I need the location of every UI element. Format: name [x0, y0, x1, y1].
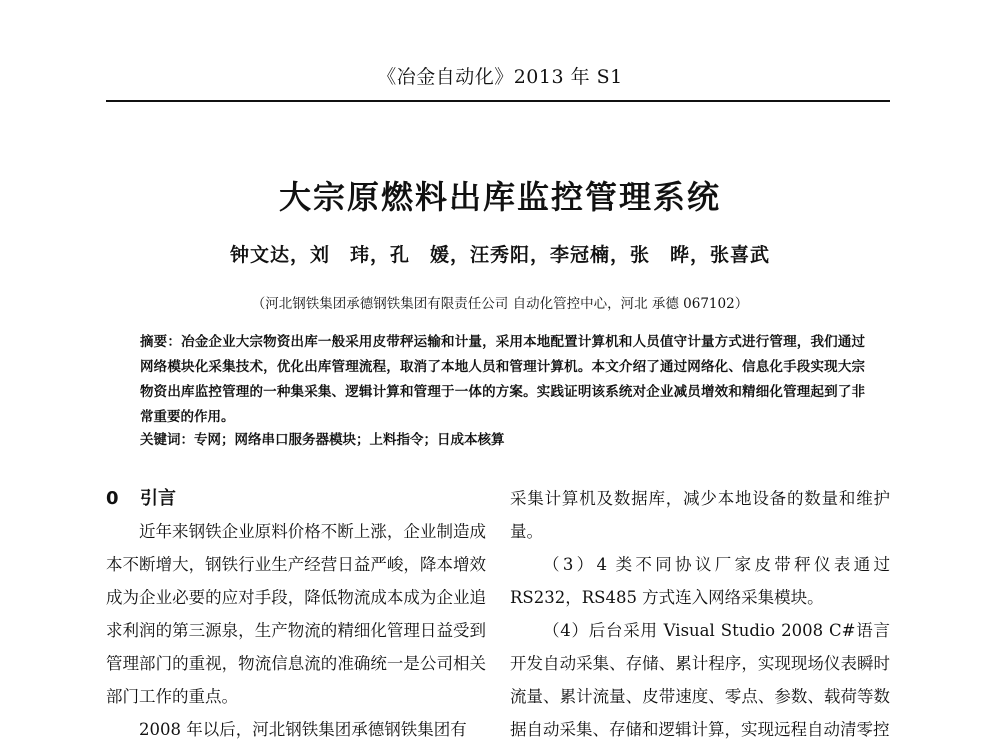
section-number: 0	[106, 488, 119, 509]
list-item-3: （3）4 类不同协议厂家皮带秤仪表通过 RS232，RS485 方式连入网络采集模块。	[510, 555, 890, 607]
paper-title: 大宗原燃料出库监控管理系统	[278, 178, 721, 216]
abstract-text: 冶金企业大宗物资出库一般采用皮带秤运输和计量，采用本地配置计算机和人员值守计量方式进行管理，我们通过网络模块化采集技术，优化出库管理流程，取消了本地人员和管理计算机。本文介绍了通过网络化、信息化手段实现大宗物资出库监控管理的一种集采集、逻辑计算和管理于一体的方案。实践证明该系统对企业减员增效和精细化管理起到了非常重要的作用。	[140, 334, 866, 425]
journal-header: 《冶金自动化》2013 年 S1	[377, 66, 623, 88]
section-title: 引言	[140, 488, 176, 509]
intro-paragraph-2: 2008 年以后，河北钢铁集团承德钢铁集团有	[139, 720, 467, 739]
continued-paragraph: 采集计算机及数据库，减少本地设备的数量和维护量。	[510, 489, 890, 541]
section-heading	[106, 482, 486, 515]
author-list: 钟文达，刘 玮，孔 媛，汪秀阳，李冠楠，张 晔，张喜武	[229, 244, 770, 266]
keywords	[140, 428, 865, 452]
header-rule	[106, 100, 890, 102]
left-column	[106, 482, 486, 746]
intro-paragraph-1: 近年来钢铁企业原料价格不断上涨，企业制造成本不断增大，钢铁行业生产经营日益严峻，降本增效成为企业必要的应对手段，降低物流成本成为企业追求利润的第三源泉，生产物流的精细化管理日益受到管理部门的重视，物流信息流的准确统一是公司相关部门工作的重点。	[106, 522, 486, 706]
abstract	[140, 330, 865, 430]
affiliation: （河北钢铁集团承德钢铁集团有限责任公司 自动化管控中心，河北 承德 067102）	[251, 296, 749, 312]
list-item-4: （4）后台采用 Visual Studio 2008 C#语言开发自动采集、存储、累计程序，实现现场仪表瞬时流量、累计流量、皮带速度、零点、参数、载荷等数据自动采集、存储和逻辑计算，实现远程自动清零控	[510, 621, 890, 739]
abstract-label: 摘要：	[140, 334, 182, 350]
keywords-text: 专网；网络串口服务器模块；上料指令；日成本核算	[194, 432, 505, 448]
right-column	[510, 482, 890, 746]
keywords-label: 关键词：	[140, 432, 194, 448]
